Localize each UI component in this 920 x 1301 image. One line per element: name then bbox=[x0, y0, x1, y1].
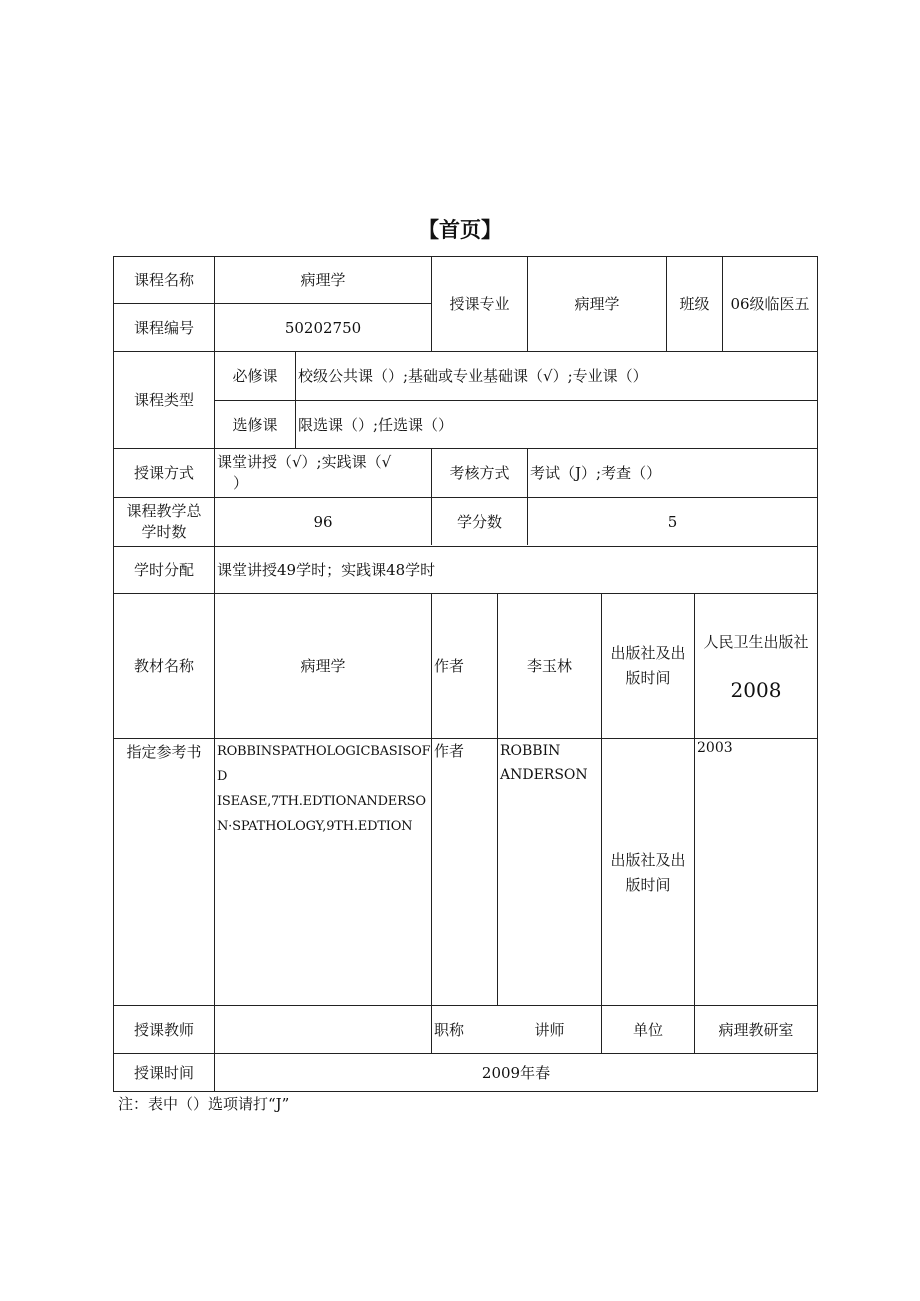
textbook-year: 2008 bbox=[730, 678, 782, 702]
hours-allocation-value: 课堂讲授49学时；实践课48学时 bbox=[217, 561, 436, 579]
textbook-name: 病理学 bbox=[300, 657, 346, 675]
major-value: 病理学 bbox=[574, 295, 620, 313]
elective-value: 限选课（）;任选课（） bbox=[298, 415, 454, 434]
class-label: 班级 bbox=[679, 295, 710, 313]
teacher-unit-value: 病理教研室 bbox=[718, 1020, 794, 1039]
course-name-label: 课程名称 bbox=[133, 271, 194, 289]
credit-value: 5 bbox=[667, 513, 678, 531]
reference-name-line-1: ROBBINSPATHOLOGICBASISOFD bbox=[217, 744, 431, 784]
exam-method-label: 考核方式 bbox=[449, 464, 510, 482]
textbook-publisher-label-line-2: 版时间 bbox=[625, 669, 671, 687]
class-value: 06级临医五 bbox=[730, 295, 810, 313]
elective-label: 选修课 bbox=[232, 415, 278, 434]
required-value: 校级公共课（）;基础或专业基础课（√）;专业课（） bbox=[298, 367, 648, 385]
total-hours-label-line-1: 课程教学总 bbox=[126, 502, 202, 520]
textbook-publisher bbox=[695, 594, 817, 738]
textbook-author-label: 作者 bbox=[434, 657, 465, 675]
hours-allocation-label: 学时分配 bbox=[133, 561, 194, 579]
course-type-label: 课程类型 bbox=[133, 391, 194, 409]
teaching-time-value: 2009年春 bbox=[481, 1063, 551, 1082]
reference-publisher-label-line-2: 版时间 bbox=[625, 875, 671, 894]
major-label: 授课专业 bbox=[449, 295, 510, 313]
teacher-name bbox=[215, 1006, 431, 1053]
teacher-title-label: 职称 bbox=[434, 1020, 465, 1039]
credit-label: 学分数 bbox=[456, 513, 502, 531]
textbook-publisher-label bbox=[602, 594, 694, 738]
teaching-method-line-1: 课堂讲授（√）;实践课（√ bbox=[217, 453, 392, 471]
course-code-value: 50202750 bbox=[284, 318, 362, 337]
page-title: 【首页】 bbox=[418, 218, 502, 242]
reference-author bbox=[498, 739, 601, 1005]
course-name-value: 病理学 bbox=[300, 271, 346, 289]
exam-method-value: 考试（J）;考查（） bbox=[530, 464, 662, 482]
teacher-unit-label: 单位 bbox=[632, 1020, 663, 1039]
total-hours-label bbox=[114, 498, 214, 546]
textbook-label: 教材名称 bbox=[133, 657, 194, 675]
reference-name-line-2: ISEASE,7TH.EDTIONANDERSO bbox=[217, 794, 426, 809]
teacher-title-value: 讲师 bbox=[534, 1020, 565, 1039]
total-hours-label-line-2: 学时数 bbox=[141, 523, 187, 541]
reference-label: 指定参考书 bbox=[126, 743, 202, 761]
reference-author-label: 作者 bbox=[434, 742, 465, 760]
reference-author-line-2: ANDERSON bbox=[500, 767, 588, 783]
teaching-method-line-2: ） bbox=[233, 474, 249, 492]
textbook-author: 李玉林 bbox=[526, 657, 572, 675]
teaching-time-label: 授课时间 bbox=[133, 1063, 194, 1082]
textbook-publisher-name: 人民卫生出版社 bbox=[703, 633, 809, 651]
teaching-method-value bbox=[215, 449, 431, 497]
textbook-publisher-label-line-1: 出版社及出 bbox=[610, 644, 686, 662]
reference-publisher-label bbox=[602, 739, 694, 1005]
teaching-method-label: 授课方式 bbox=[133, 464, 194, 482]
footnote: 注：表中（）选项请打“J” bbox=[118, 1095, 290, 1113]
course-code-label: 课程编号 bbox=[133, 318, 194, 337]
reference-name-line-3: N·SPATHOLOGY,9TH.EDTION bbox=[217, 819, 413, 834]
required-label: 必修课 bbox=[232, 367, 278, 385]
reference-name bbox=[215, 739, 431, 1005]
reference-year: 2003 bbox=[697, 740, 733, 756]
reference-author-line-1: ROBBIN bbox=[500, 743, 561, 759]
teacher-label: 授课教师 bbox=[133, 1020, 194, 1039]
reference-publisher-label-line-1: 出版社及出 bbox=[610, 850, 686, 869]
total-hours-value: 96 bbox=[313, 513, 333, 531]
